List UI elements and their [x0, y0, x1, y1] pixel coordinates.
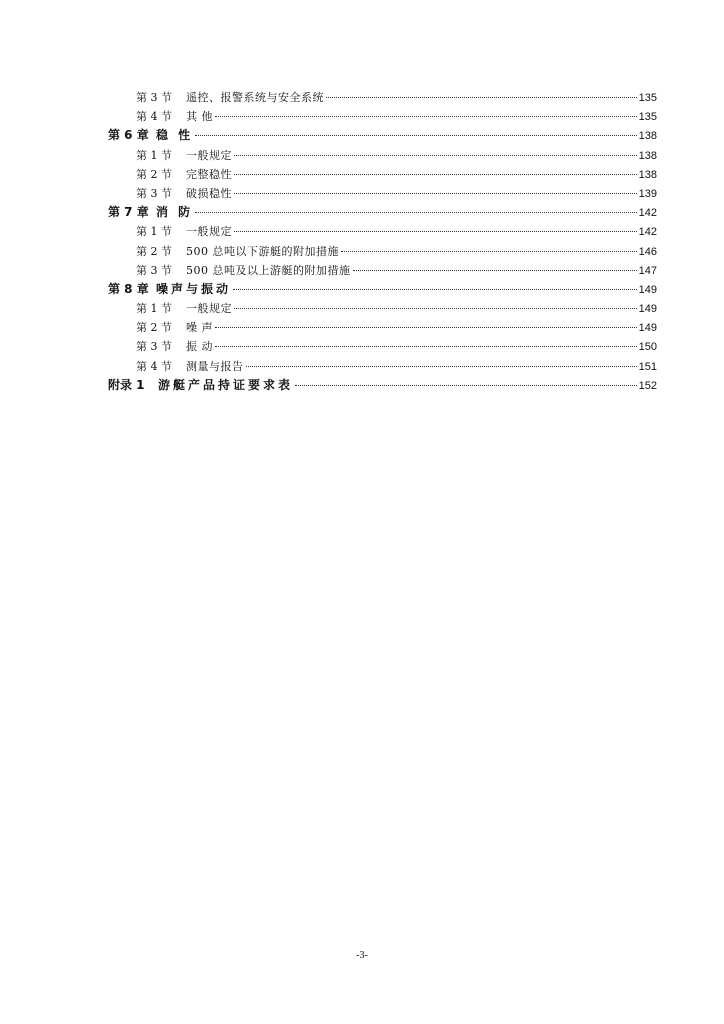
toc-entry-number: 第 2 节 [136, 321, 172, 335]
toc-entry-title: 一般规定 [186, 302, 232, 316]
dot-leader [215, 116, 637, 117]
toc-section-entry[interactable] [108, 299, 657, 318]
toc-section-entry[interactable] [108, 357, 657, 376]
dot-leader [234, 174, 637, 175]
toc-entry-page-number: 138 [638, 168, 657, 181]
toc-entry-page-number: 146 [638, 245, 657, 258]
toc-entry-number: 第 2 节 [136, 244, 172, 258]
toc-entry-number: 第 4 节 [136, 110, 172, 124]
toc-entry-title: 完整稳性 [186, 167, 232, 181]
toc-entry-number: 第 3 节 [136, 91, 172, 104]
toc-entry-page-number: 150 [638, 341, 657, 354]
toc-chapter-entry[interactable] [108, 280, 657, 299]
toc-entry-number: 第 1 节 [136, 148, 172, 162]
toc-entry-number: 第 3 节 [136, 263, 172, 277]
toc-section-entry[interactable] [108, 337, 657, 356]
toc-entry-title: 500 总吨及以上游艇的附加措施 [186, 263, 351, 277]
dot-leader [215, 346, 637, 347]
toc-entry-number: 第 6 章 [108, 128, 149, 143]
toc-entry-title: 测量与报告 [186, 359, 244, 373]
toc-section-entry[interactable] [108, 107, 657, 126]
toc-entry-title: 一般规定 [186, 225, 232, 239]
toc-entry-number: 第 2 节 [136, 167, 172, 181]
dot-leader [326, 97, 637, 98]
toc-entry-title: 破损稳性 [186, 186, 232, 200]
toc-entry-page-number: 149 [638, 322, 657, 335]
toc-entry-title: 噪声与振动 [156, 281, 232, 296]
toc-entry-page-number: 135 [638, 111, 657, 124]
toc-entry-number: 第 4 节 [136, 359, 172, 373]
toc-entry-page-number: 138 [638, 149, 657, 162]
dot-leader [234, 193, 637, 194]
toc-entry-number: 第 7 章 [108, 205, 149, 220]
toc-entry-title: 一般规定 [186, 148, 232, 162]
toc-entry-title: 遥控、报警系统与安全系统 [186, 91, 324, 104]
toc-entry-number: 附录 1 [108, 377, 145, 392]
toc-chapter-entry[interactable] [108, 376, 657, 395]
toc-entry-page-number: 149 [638, 303, 657, 316]
toc-entry-number: 第 3 节 [136, 186, 172, 200]
toc-entry-title: 游艇产品持证要求表 [158, 377, 294, 392]
toc-section-entry[interactable] [108, 88, 657, 107]
table-of-contents [108, 88, 657, 395]
toc-entry-title: 稳 性 [156, 128, 194, 143]
toc-section-entry[interactable] [108, 261, 657, 280]
page-number-footer: -3- [356, 950, 368, 961]
dot-leader [246, 366, 637, 367]
dot-leader [295, 385, 637, 386]
toc-section-entry[interactable] [108, 184, 657, 203]
toc-entry-page-number: 142 [638, 226, 657, 239]
dot-leader [195, 135, 636, 136]
toc-entry-page-number: 152 [638, 379, 657, 392]
toc-entry-title: 噪 声 [186, 321, 213, 335]
toc-entry-page-number: 142 [638, 207, 657, 220]
toc-entry-page-number: 147 [638, 264, 657, 277]
dot-leader [234, 231, 637, 232]
toc-section-entry[interactable] [108, 146, 657, 165]
toc-chapter-entry[interactable] [108, 203, 657, 222]
dot-leader [233, 289, 637, 290]
toc-entry-page-number: 138 [638, 130, 657, 143]
toc-entry-number: 第 1 节 [136, 302, 172, 316]
toc-entry-page-number: 149 [638, 283, 657, 296]
toc-entry-title: 消 防 [156, 205, 194, 220]
toc-entry-page-number: 139 [638, 187, 657, 200]
toc-entry-title: 振 动 [186, 340, 213, 354]
toc-section-entry[interactable] [108, 318, 657, 337]
toc-entry-number: 第 8 章 [108, 281, 149, 296]
toc-entry-title: 500 总吨以下游艇的附加措施 [186, 244, 339, 258]
dot-leader [215, 327, 637, 328]
toc-section-entry[interactable] [108, 165, 657, 184]
dot-leader [195, 212, 636, 213]
toc-section-entry[interactable] [108, 222, 657, 241]
dot-leader [353, 270, 637, 271]
toc-entry-page-number: 135 [638, 92, 657, 104]
toc-entry-number: 第 3 节 [136, 340, 172, 354]
toc-section-entry[interactable] [108, 242, 657, 261]
dot-leader [234, 308, 637, 309]
toc-entry-title: 其 他 [186, 110, 213, 124]
dot-leader [341, 251, 637, 252]
toc-entry-number: 第 1 节 [136, 225, 172, 239]
dot-leader [234, 155, 637, 156]
toc-entry-page-number: 151 [638, 360, 657, 373]
toc-chapter-entry[interactable] [108, 126, 657, 145]
